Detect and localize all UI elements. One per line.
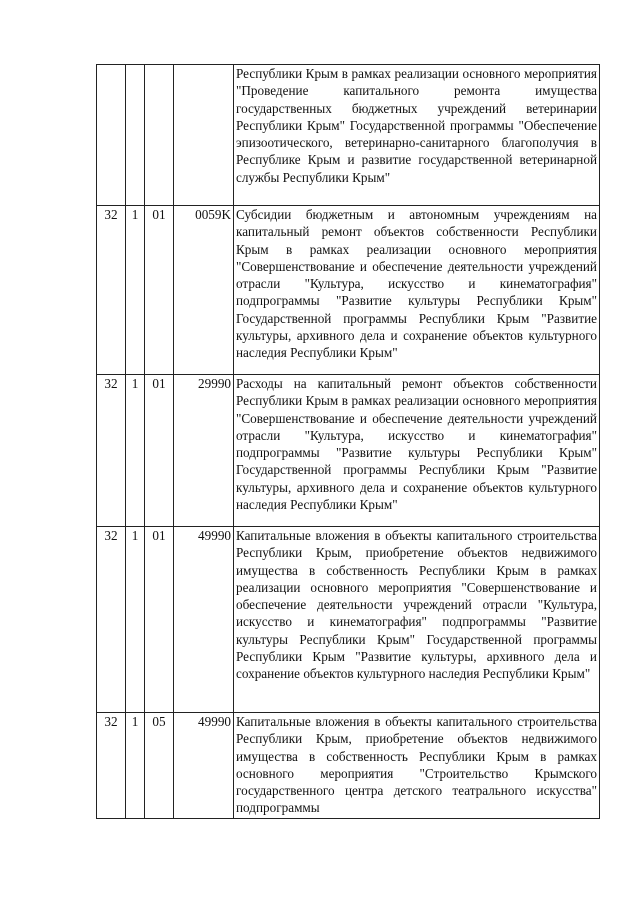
code-cell-1: 32 [97,527,126,713]
description-cell: Субсидии бюджетным и автономным учреждениям на капитальный ремонт объектов собственности Республики Крым в рамках реализации основного мероприятия "Совершенствование и обеспечение деятельности учреждений отрасли "Культура, искусство и кинематография" подпрограммы "Развитие культуры Республики Крым" Государственной программы Республики Крым "Развитие культуры, архивного дела и сохранение объектов культурного наследия Республики Крым" [234,206,600,375]
code-cell-2: 1 [126,527,145,713]
table-row [97,65,600,206]
table-row [97,713,600,819]
budget-table [96,64,600,819]
description-text: Капитальные вложения в объекты капитального строительства Республики Крым, приобретение объектов недвижимого имущества в собственность Республики Крым в рамках основного мероприятия "Строительство Крымского государственного центра детского театрального искусства" подпрограммы [236,714,597,816]
code-cell-1 [97,65,126,206]
code-cell-1: 32 [97,375,126,527]
description-cell: Капитальные вложения в объекты капитального строительства Республики Крым, приобретение объектов недвижимого имущества в собственность Республики Крым в рамках реализации основного мероприятия "Совершенствование и обеспечение деятельности учреждений отрасли "Культура, искусство и кинематография" подпрограммы "Развитие культуры Республики Крым" Государственной программы Республики Крым "Развитие культуры, архивного дела и сохранение объектов культурного наследия Республики Крым" [234,527,600,713]
code-cell-3 [145,65,174,206]
description-cell [234,713,600,819]
code-cell-2 [126,65,145,206]
table-row [97,527,600,713]
code-cell-4: 49990 [174,713,234,819]
code-cell-3: 01 [145,527,174,713]
code-cell-4: 49990 [174,527,234,713]
description-cell: Республики Крым в рамках реализации основного мероприятия "Проведение капитального ремонта имущества государственных бюджетных учреждений ветеринарии Республики Крым" Государственной программы "Обеспечение эпизоотического, ветеринарно-санитарного благополучия в Республике Крым и развитие государственной ветеринарной службы Республики Крым" [234,65,600,206]
code-cell-1: 32 [97,206,126,375]
code-cell-2: 1 [126,713,145,819]
code-cell-3: 05 [145,713,174,819]
description-cell: Расходы на капитальный ремонт объектов собственности Республики Крым в рамках реализации основного мероприятия "Совершенствование и обеспечение деятельности учреждений отрасли "Культура, искусство и кинематография" подпрограммы "Развитие культуры Республики Крым" Государственной программы Республики Крым "Развитие культуры, архивного дела и сохранение объектов культурного наследия Республики Крым" [234,375,600,527]
code-cell-2: 1 [126,375,145,527]
code-cell-2: 1 [126,206,145,375]
code-cell-3: 01 [145,375,174,527]
table-row [97,206,600,375]
code-cell-4: 0059K [174,206,234,375]
code-cell-3: 01 [145,206,174,375]
code-cell-1: 32 [97,713,126,819]
table-row [97,375,600,527]
code-cell-4 [174,65,234,206]
code-cell-4: 29990 [174,375,234,527]
